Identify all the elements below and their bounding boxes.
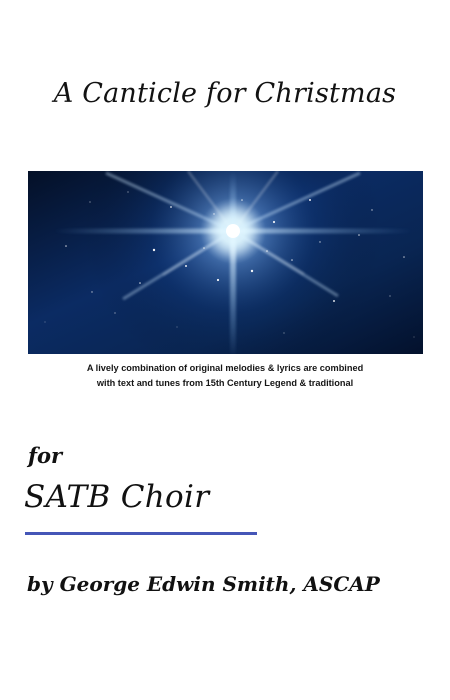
description-text [0, 361, 450, 391]
satb-choir-heading: SATB Choir [24, 479, 210, 515]
starry-night-image [28, 171, 423, 354]
star-core [226, 224, 240, 238]
description-line-2: with text and tunes from 15th Century Legend & traditional [96, 378, 354, 388]
christmas-star-illustration [28, 171, 423, 354]
description-line-1: A lively combination of original melodies & lyrics are combined [86, 363, 364, 373]
author-credit: by George Edwin Smith, ASCAP [27, 572, 380, 596]
document-title: A Canticle for Christmas [53, 78, 397, 109]
blue-divider-line [25, 532, 257, 535]
for-label: for [28, 443, 63, 468]
